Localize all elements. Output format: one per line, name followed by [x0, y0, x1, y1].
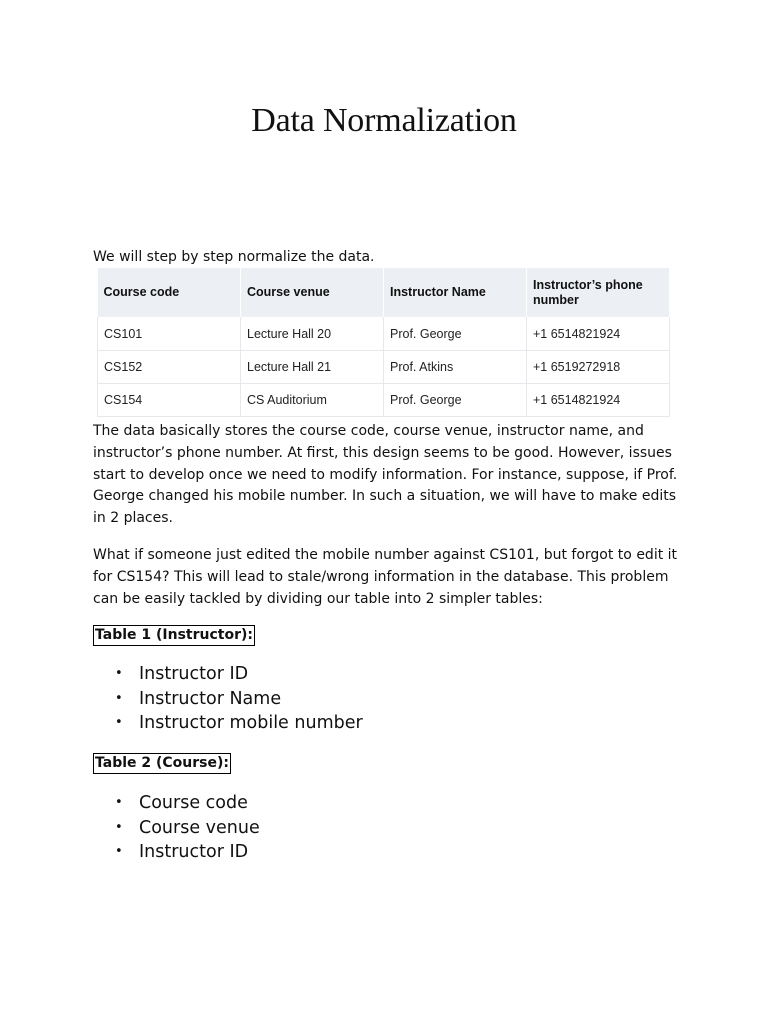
- cell-instructor-phone: +1 6514821924: [527, 317, 670, 351]
- bullet-icon: •: [115, 844, 123, 859]
- table-header-row: [98, 268, 670, 317]
- list-item-label: Instructor Name: [139, 688, 282, 709]
- list-item: [115, 711, 363, 736]
- table-row: [98, 384, 670, 417]
- header-instructor-name: Instructor Name: [384, 268, 527, 317]
- cell-instructor-phone: +1 6514821924: [527, 384, 670, 417]
- cell-course-venue: Lecture Hall 21: [241, 351, 384, 384]
- cell-instructor-name: Prof. Atkins: [384, 351, 527, 384]
- course-table: [97, 268, 670, 417]
- bullet-icon: •: [115, 715, 123, 730]
- table1-heading: Table 1 (Instructor):: [93, 625, 255, 646]
- cell-instructor-name: Prof. George: [384, 317, 527, 351]
- document-title: Data Normalization: [251, 102, 517, 139]
- cell-instructor-phone: +1 6519272918: [527, 351, 670, 384]
- bullet-icon: •: [115, 795, 123, 810]
- bullet-icon: •: [115, 819, 123, 835]
- list-item-label: Course venue: [139, 817, 260, 838]
- list-item-label: Instructor mobile number: [139, 713, 363, 733]
- cell-course-code: CS101: [98, 317, 241, 351]
- cell-course-code: CS154: [98, 384, 241, 417]
- list-item-label: Instructor ID: [139, 842, 249, 862]
- paragraph-data-description: The data basically stores the course code, course venue, instructor name, and instructor’s phone number. At first, this design seems to be good. However, issues start to develop once we need to modify information. For instance, suppose, if Prof. George changed his mobile number. In such a situation, we will have to make edits in 2 places.: [93, 423, 678, 527]
- list-item-label: Instructor ID: [139, 664, 249, 684]
- bullet-icon: •: [115, 666, 123, 681]
- cell-instructor-name: Prof. George: [384, 384, 527, 417]
- paragraph-problem-statement: What if someone just edited the mobile number against CS101, but forgot to edit it for CS154? This will lead to stale/wrong information in the database. This problem can be easily tackled by dividing our table into 2 simpler tables:: [93, 547, 678, 607]
- header-instructor-phone: Instructor’s phone number: [527, 268, 670, 317]
- list-item-label: Course code: [139, 793, 248, 813]
- table-row: [98, 317, 670, 351]
- list-item: [115, 816, 260, 841]
- list-item: [115, 662, 363, 687]
- table2-field-list: [115, 791, 260, 865]
- list-item: [115, 687, 363, 712]
- cell-course-code: CS152: [98, 351, 241, 384]
- table2-heading: Table 2 (Course):: [93, 753, 231, 774]
- cell-course-venue: CS Auditorium: [241, 384, 384, 417]
- header-course-code: Course code: [98, 268, 241, 317]
- list-item: [115, 791, 260, 816]
- intro-text: We will step by step normalize the data.: [93, 249, 375, 265]
- table-row: [98, 351, 670, 384]
- table1-field-list: [115, 662, 363, 736]
- cell-course-venue: Lecture Hall 20: [241, 317, 384, 351]
- bullet-icon: •: [115, 690, 123, 706]
- list-item: [115, 840, 260, 865]
- header-course-venue: Course venue: [241, 268, 384, 317]
